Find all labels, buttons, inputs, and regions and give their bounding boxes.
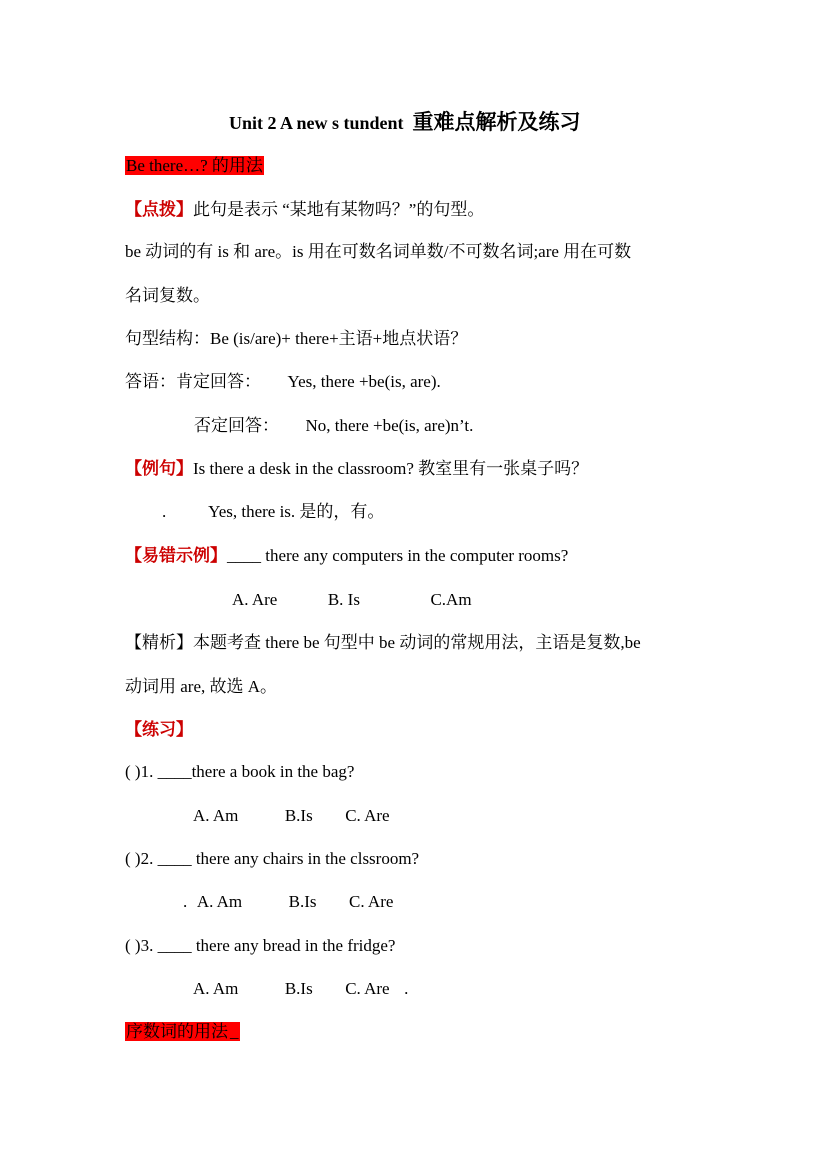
heading-mark: _ (230, 1022, 239, 1041)
practice-options-3 (193, 977, 408, 1001)
page-title (229, 110, 581, 135)
example-line (125, 457, 588, 481)
para-line-1: be 动词的有 is 和 are。is 用在可数名词单数/不可数名词;are 用在可数 (125, 242, 632, 261)
error-options (232, 588, 472, 612)
error-option-a: A. Are (232, 590, 278, 609)
title-en: Unit 2 A new s tundent (229, 113, 404, 133)
error-question: ____ there any computers in the computer rooms? (227, 546, 569, 565)
example-answer-line (162, 500, 384, 524)
practice-question-2: ( )2. ____ there any chairs in the clssroom? (125, 849, 420, 868)
answer-label: 答语：肯定回答： (125, 372, 261, 391)
option-c: C. Are (345, 979, 390, 998)
error-option-c: C.Am (430, 590, 472, 609)
answer-negative: No, there +be(is, are)n’t. (305, 416, 474, 435)
option-lead-mark: . (183, 892, 188, 911)
tip-text: 此句是表示 “某地有某物吗？”的句型。 (193, 200, 485, 219)
option-b: B.Is (284, 806, 313, 825)
title-cn: 重难点解析及练习 (412, 110, 581, 134)
practice-question-3: ( )3. ____ there any bread in the fridge? (125, 936, 396, 955)
tip-line (125, 198, 484, 222)
practice-heading: 【练习】 (125, 720, 193, 739)
example-answer: Yes, there is. 是的，有。 (208, 502, 385, 521)
analysis-label: 【精析】 (125, 633, 193, 652)
answer-positive: Yes, there +be(is, are). (287, 372, 441, 391)
practice-question-1: ( )1. ____there a book in the bag? (125, 762, 355, 781)
option-b: B.Is (288, 892, 317, 911)
section-heading-be-there: Be there…? 的用法 (126, 156, 263, 175)
option-b: B.Is (284, 979, 313, 998)
error-example-line (125, 544, 568, 568)
option-a: A. Am (196, 892, 243, 911)
option-trail-mark: . (404, 979, 409, 998)
practice-options-1 (193, 804, 390, 828)
option-a: A. Am (193, 979, 239, 998)
analysis-line-2: 动词用 are, 故选 A。 (125, 677, 278, 696)
analysis-text-1: 本题考查 there be 句型中 be 动词的常规用法，主语是复数,be (193, 633, 641, 652)
option-c: C. Are (349, 892, 394, 911)
option-c: C. Are (345, 806, 390, 825)
para-line-2: 名词复数。 (125, 286, 210, 305)
structure-line: 句型结构：Be (is/are)+ there+主语+地点状语？ (125, 329, 468, 348)
answer-positive-line (125, 370, 441, 394)
option-a: A. Am (193, 806, 239, 825)
error-label: 【易错示例】 (125, 546, 227, 565)
analysis-line-1 (125, 631, 641, 655)
practice-options-2 (183, 890, 393, 914)
answer-negative-line (194, 414, 473, 438)
tip-label: 【点拨】 (125, 200, 193, 219)
example-question: Is there a desk in the classroom? 教室里有一张桌子吗？ (193, 459, 589, 478)
error-option-b: B. Is (327, 590, 360, 609)
answer-negative-label: 否定回答： (194, 416, 279, 435)
example-label: 【例句】 (125, 459, 193, 478)
example-answer-mark: . (162, 502, 167, 521)
section-heading-ordinal: 序数词的用法 _ (126, 1022, 239, 1041)
